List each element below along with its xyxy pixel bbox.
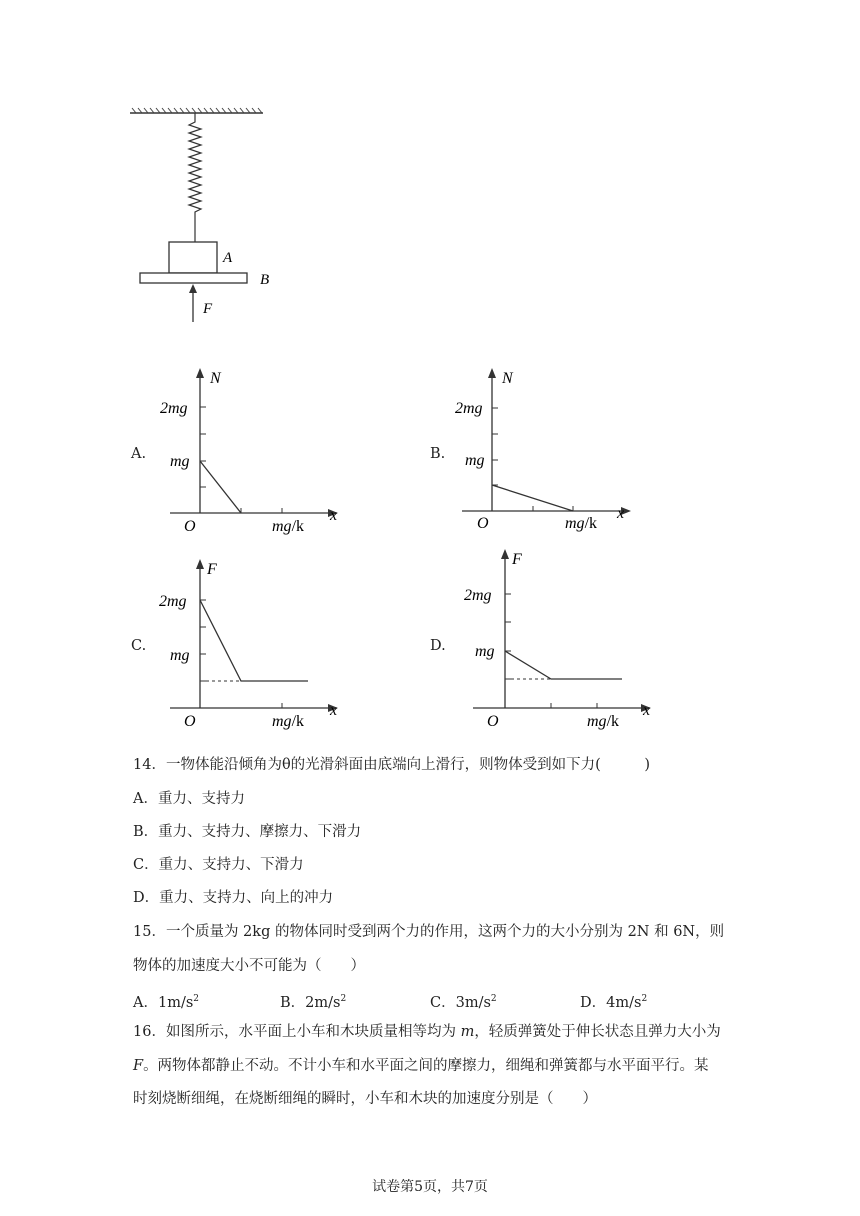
graph-c	[150, 556, 350, 736]
graph-c-line	[200, 600, 308, 681]
force-arrow	[189, 284, 197, 322]
label-a: A	[223, 250, 233, 266]
option-b-label: B.	[430, 446, 446, 462]
option-d-label: D.	[430, 638, 446, 654]
graph-a-xlabel: x	[330, 507, 338, 524]
q16-line2: F。两物体都静止不动。不计小车和水平面之间的摩擦力，细绳和弹簧都与水平面平行。某	[133, 1058, 709, 1074]
graph-d-line	[505, 651, 622, 679]
graph-d-xlabel: x	[643, 702, 651, 719]
graph-d-origin: O	[487, 713, 499, 730]
graph-b	[445, 365, 645, 540]
q14-option-c: C．重力、支持力、下滑力	[133, 857, 304, 873]
graph-a-ylabel: N	[210, 370, 221, 387]
graph-a	[150, 365, 350, 540]
graph-c-mg: mg	[170, 647, 190, 664]
graph-a-mg: mg	[170, 453, 190, 470]
option-a-label: A.	[131, 446, 147, 462]
q15-option-c: C．$3m/s^2$	[430, 994, 497, 1011]
q14-option-a: A．重力、支持力	[133, 791, 245, 807]
graph-c-ylabel: F	[207, 561, 217, 578]
graph-b-xtick: mg/k	[565, 515, 598, 532]
graph-d-xtick: mg/k	[587, 713, 620, 730]
q16-line3: 时刻烧断细绳，在烧断细绳的瞬时，小车和木块的加速度分别是（ ）	[133, 1091, 597, 1107]
graph-a-2mg: 2mg	[160, 400, 188, 417]
q14-stem: 14．一物体能沿倾角为θ的光滑斜面由底端向上滑行，则物体受到如下力( )	[133, 757, 650, 773]
q15-option-d: D．$4m/s^2$	[580, 994, 648, 1011]
graph-c-origin: O	[184, 713, 196, 730]
q16-line1: 16．如图所示，水平面上小车和木块质量相等均为 m，轻质弹簧处于伸长状态且弹力大小为	[133, 1024, 721, 1040]
graph-b-xlabel: x	[617, 505, 625, 522]
graph-a-line	[200, 461, 241, 513]
q15-line1: 15．一个质量为 2kg 的物体同时受到两个力的作用，这两个力的大小分别为 2N 和 6N，则	[133, 924, 725, 940]
option-c-label: C.	[131, 638, 147, 654]
q15-option-b: B．$2m/s^2$	[280, 994, 347, 1011]
block-a	[169, 242, 217, 273]
graph-a-origin: O	[184, 518, 196, 535]
graph-d-mg: mg	[475, 643, 495, 660]
graph-c-xtick: mg/k	[272, 713, 305, 730]
label-b: B	[260, 272, 270, 288]
q15-option-a: A．$1m/s^2$	[133, 994, 200, 1011]
graph-b-ylabel: N	[502, 370, 513, 387]
q15-line2: 物体的加速度大小不可能为（ ）	[133, 958, 365, 974]
page-footer: 试卷第5页，共7页	[372, 1179, 488, 1195]
graph-c-2mg: 2mg	[159, 593, 187, 610]
graph-a-xtick: mg/k	[272, 518, 305, 535]
graph-b-2mg: 2mg	[455, 400, 483, 417]
graph-c-xlabel: x	[330, 702, 338, 719]
q14-option-b: B．重力、支持力、摩擦力、下滑力	[133, 824, 362, 840]
q14-option-d: D．重力、支持力、向上的冲力	[133, 890, 334, 906]
graph-b-origin: O	[477, 515, 489, 532]
graph-d-ylabel: F	[512, 551, 522, 568]
plate-b	[140, 273, 247, 283]
graph-b-mg: mg	[465, 452, 485, 469]
ceiling	[130, 108, 263, 113]
graph-d-2mg: 2mg	[464, 587, 492, 604]
graph-d	[455, 546, 665, 736]
spring	[189, 113, 201, 242]
spring-block-figure	[120, 100, 290, 330]
label-f: F	[203, 301, 213, 317]
